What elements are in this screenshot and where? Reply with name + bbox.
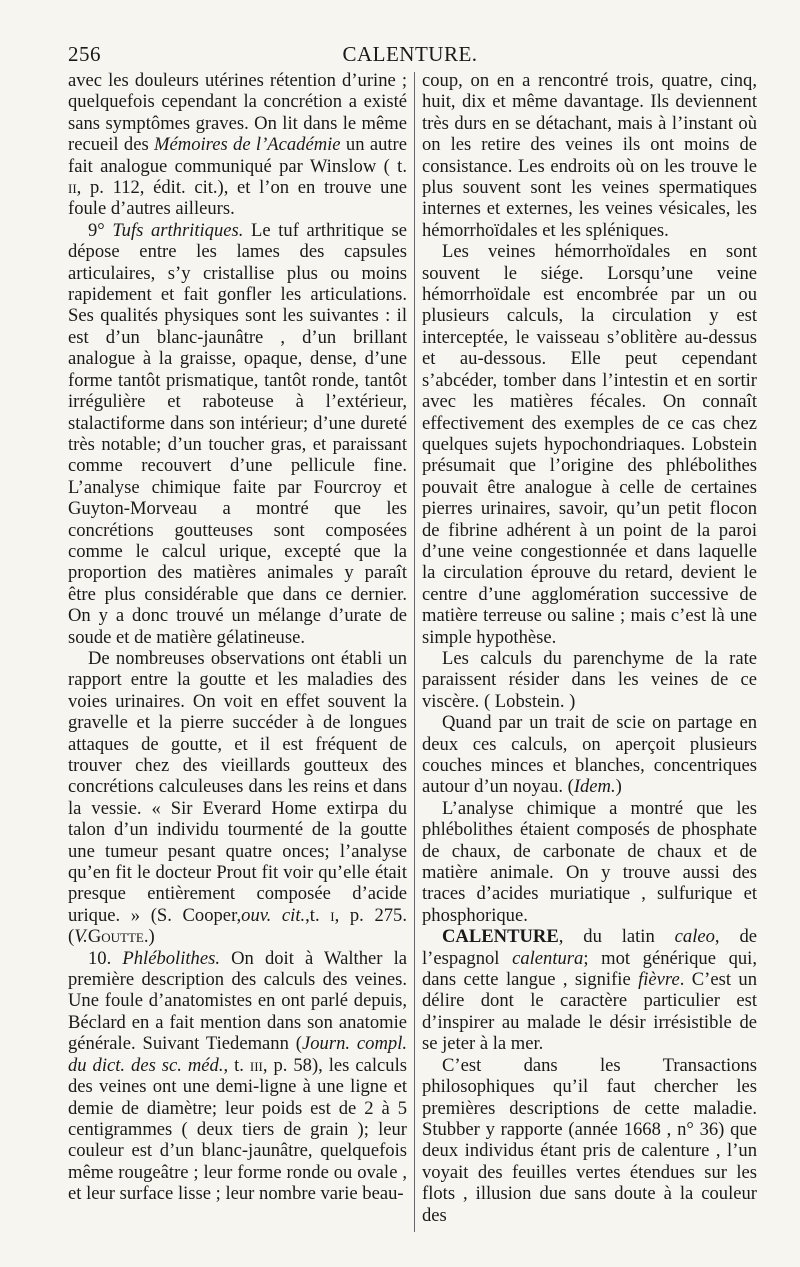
page-number: 256	[68, 42, 101, 66]
paragraph: 10. Phlébolithes. On doit à Walther la première description des calculs des veines. Une foule d’anatomistes en ont parlé depuis, Béclard en a fait mention dans son anatomie générale. Suivant Tiedemann (Journ. compl. du dict. des sc. méd., t. iii, p. 58), les calculs des veines ont une demi-ligne à une ligne et demie de diamètre; leur poids est de 2 à 5 centigrammes ( deux tiers de grain ); leur couleur est d’un blanc-jaunâtre, quelquefois même rougeâtre ; leur forme ronde ou ovale , et leur surface lisse ; leur nombre varie beau-	[68, 947, 407, 1205]
left-column	[68, 70, 407, 1250]
entry-paragraph: CALENTURE, du latin caleo, de l’espagnol calentura; mot générique qui, dans cette langue , signifie fièvre. C’est un délire dont le caractère particulier est d’inspirer au malade le désir irrésistible de se jeter à la mer.	[422, 926, 757, 1055]
right-column	[422, 70, 757, 1250]
paragraph: L’analyse chimique a montré que les phlébolithes étaient composés de phosphate de chaux, de carbonate de chaux et de matière animale. On y trouve aussi des traces d’acides muriatique , sulfurique et phosphorique.	[422, 797, 757, 926]
paragraph: Les calculs du parenchyme de la rate paraissent résider dans les veines de ce viscère. ( Lobstein. )	[422, 647, 757, 712]
paragraph: 9° Tufs arthritiques. Le tuf arthritique se dépose entre les lames des capsules articulaires, s’y cristallise plus ou moins rapidement et fait gonfler les articulations. Ses qualités physiques sont les suivantes : il est d’un blanc-jaunâtre , d’un brillant analogue à la graisse, opaque, dense, d’une forme tantôt prismatique, tantôt ronde, tantôt irrégulière et raboteuse à l’extérieur, stalactiforme dans son intérieur; d’une dureté très notable; d’un toucher gras, et paraissant comme recouvert d’une pellicule fine. L’analyse chimique faite par Fourcroy et Guyton-Morveau a montré que les concrétions goutteuses sont composées comme le calcul urique, excepté que la proportion des matières animales y paraît être plus considérable que dans ce dernier. On y a donc trouvé un mélange d’urate de soude et de matière gélatineuse.	[68, 219, 407, 648]
entry-headword: CALENTURE	[442, 926, 559, 948]
paragraph: De nombreuses observations ont établi un rapport entre la goutte et les maladies des voies urinaires. On voit en effet souvent la gravelle et la pierre succéder à de longues attaques de goutte, et il est fréquent de trouver chez des vieillards goutteux des concrétions calculeuses dans les reins et dans la vessie. « Sir Everard Home extirpa du talon d’un individu tourmenté de la goutte une tumeur pesant quatre onces; l’analyse qu’en fit le docteur Prout fit voir qu’elle était presque entièrement composée d’acide urique. » (S. Cooper,ouv. cit.,t. i, p. 275.(V.Goutte.)	[68, 647, 407, 948]
page-header	[68, 42, 752, 70]
running-title: CALENTURE.	[342, 42, 478, 66]
paragraph: C’est dans les Transactions philosophiques qu’il faut chercher les premières descriptions de cette maladie. Stubber y rapporte (année 1668 , n° 36) que deux individus étant pris de calenture , l’un voyait des feuilles vertes étendues sur les flots , illusion due sans doute à la couleur des	[422, 1054, 757, 1226]
paragraph: Quand par un trait de scie on partage en deux ces calculs, on aperçoit plusieurs couches minces et blanches, concentriques autour d’un noyau. (Idem.)	[422, 712, 757, 798]
paragraph: coup, on en a rencontré trois, quatre, cinq, huit, dix et même davantage. Ils deviennent très durs en se détachant, mais à l’instant où on les retire des veines ils ont moins de consistance. Les endroits où on les trouve le plus souvent sont les veines spermatiques internes et externes, les veines vésicales, les hémorrhoïdales et les spléniques.	[422, 70, 757, 241]
column-divider	[414, 72, 415, 1232]
paragraph: avec les douleurs utérines rétention d’urine ; quelquefois cependant la concrétion a existé sans symptômes graves. On lit dans le même recueil des Mémoires de l’Académie un autre fait analogue communiqué par Winslow ( t. ii, p. 112, édit. cit.), et l’on en trouve une foule d’autres ailleurs.	[68, 70, 407, 220]
paragraph: Les veines hémorrhoïdales en sont souvent le siége. Lorsqu’une veine hémorrhoïdale est encombrée par un ou plusieurs calculs, la circulation y est interceptée, le vaisseau s’oblitère au-dessus et au-dessous. Elle peut cependant s’abcéder, tomber dans l’intestin et en sortir avec les matières fécales. On connaît effectivement des exemples de ce cas chez quelques sujets hypochondriaques. Lobstein présumait que l’origine des phlébolithes pouvait être analogue à celle de certaines pierres urinaires, savoir, qu’un petit flocon de fibrine adhérent à un point de la paroi d’une veine congestionnée et dans laquelle la circulation éprouve du retard, devient le centre d’une agglomération successive de matière terreuse ou saline ; mais c’est là une simple hypothèse.	[422, 241, 757, 648]
